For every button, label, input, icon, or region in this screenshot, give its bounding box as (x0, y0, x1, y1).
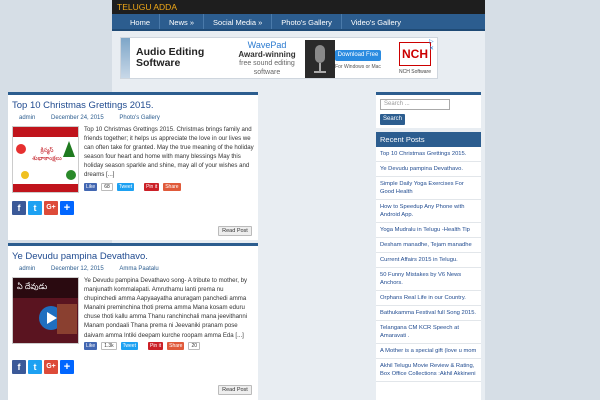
ad-banner[interactable] (120, 37, 438, 79)
post-date: December 12, 2015 (51, 266, 104, 272)
recent-posts-list (376, 147, 481, 382)
search-button[interactable]: Search (380, 114, 405, 125)
like-count: 68 (101, 183, 113, 191)
ad-tagline-2: free sound editing software (239, 60, 295, 76)
chevron-right-icon: » (258, 18, 263, 27)
recent-post-link[interactable]: Top 10 Christmas Grettings 2015. (376, 147, 481, 162)
share-buttons (84, 183, 181, 191)
post-meta (19, 266, 173, 272)
like-label: Like (86, 184, 96, 190)
pin-it-button[interactable] (144, 183, 159, 191)
pin-label: Pin it (149, 343, 162, 349)
nav-label: Home (130, 18, 151, 27)
nch-logo: NCH (399, 42, 431, 66)
nav-label: Video's Gallery (350, 18, 401, 27)
ad-company: NCH Software (399, 69, 431, 75)
post-author[interactable]: admin (19, 266, 36, 272)
share-label: Share (165, 184, 179, 190)
nav-label: Social Media (213, 18, 256, 27)
thumbnail-caption: ఏ దేవుడు (17, 282, 48, 291)
chevron-right-icon: » (189, 18, 195, 27)
post-author[interactable]: admin (19, 115, 36, 121)
recent-post-link[interactable]: Orphans Real Life in our Country. (376, 291, 481, 306)
nav-item-news[interactable] (160, 14, 204, 29)
nav-item-photos-gallery[interactable] (272, 14, 342, 29)
recent-post-link[interactable]: Bathukamma Festival full Song 2015. (376, 306, 481, 321)
search-input[interactable]: Search ... (380, 99, 450, 110)
like-label: Like (86, 343, 96, 349)
nav-item-social-media[interactable] (204, 14, 272, 29)
ad-area (112, 31, 485, 87)
pin-label: Pin it (146, 184, 158, 190)
tweet-button[interactable] (117, 183, 134, 191)
post-card (8, 92, 258, 240)
addthis-icon[interactable]: + (60, 360, 74, 374)
recent-posts-title: Recent Posts (376, 132, 481, 147)
share-button[interactable] (167, 342, 184, 350)
share-buttons (84, 342, 200, 350)
nav-item-home[interactable] (112, 14, 160, 29)
recent-post-link[interactable]: 50 Funny Mistakes by V6 News Anchors. (376, 268, 481, 291)
recent-post-link[interactable]: Yoga Mudralu in Telugu -Health Tip (376, 223, 481, 238)
ad-title: Audio Editing Software (136, 46, 205, 69)
share-count: 20 (188, 342, 200, 350)
thumbnail-caption: క్రిస్మస్ శుభాకాంక్షలు (32, 148, 62, 162)
share-label: Share (169, 343, 183, 349)
main-nav (112, 14, 485, 31)
tweet-label: Tweet (122, 343, 136, 349)
recent-post-link[interactable]: Ye Devudu pampina Devathavo. (376, 162, 481, 177)
search-widget (376, 92, 481, 128)
ad-brand: WavePad (247, 40, 287, 50)
recent-post-link[interactable]: Simple Daily Yoga Exercises For Good Health (376, 177, 481, 200)
download-button[interactable]: Download Free (335, 50, 381, 61)
tweet-label: Tweet (118, 184, 133, 190)
social-icons (12, 201, 74, 215)
google-plus-icon[interactable]: G+ (44, 360, 58, 374)
post-meta (19, 115, 174, 121)
read-post-button[interactable]: Read Post (218, 385, 252, 395)
post-category[interactable]: Photo's Gallery (119, 115, 160, 121)
post-thumbnail[interactable] (12, 126, 79, 193)
recent-post-link[interactable]: Desham manadhe, Tejam manadhe (376, 238, 481, 253)
addthis-icon[interactable]: + (60, 201, 74, 215)
tweet-button[interactable] (121, 342, 138, 350)
recent-post-link[interactable]: Telangana CM KCR Speech at Amaravati . (376, 321, 481, 344)
twitter-icon[interactable]: t (28, 360, 42, 374)
post-date: December 24, 2015 (51, 115, 104, 121)
post-card (8, 243, 258, 400)
post-title[interactable]: Top 10 Christmas Grettings 2015. (12, 100, 154, 111)
nav-label: News (169, 18, 188, 27)
pin-it-button[interactable] (148, 342, 163, 350)
facebook-like-button[interactable] (84, 342, 97, 350)
recent-post-link[interactable]: Current Affairs 2015 in Telugu. (376, 253, 481, 268)
post-excerpt: Top 10 Christmas Grettings 2015. Christmas brings family and friends together; it helps us appreciate the love in our lives we can often take for granted. May the true meaning of the holiday season four heart and home with many blessings May this holiday season sparkle and shine, may all of your wishes and dreams [...] (84, 126, 254, 179)
post-thumbnail[interactable] (12, 277, 79, 344)
recent-posts-widget (376, 132, 481, 400)
like-count: 1.3k (101, 342, 116, 350)
ad-platforms: For Windows or Mac (335, 64, 381, 70)
facebook-like-button[interactable] (84, 183, 97, 191)
nav-item-videos-gallery[interactable] (342, 14, 410, 29)
microphone-icon (305, 40, 335, 78)
recent-post-link[interactable]: How to Speedup Any Phone with Android App. (376, 200, 481, 223)
ad-photo (121, 38, 130, 78)
recent-post-link[interactable]: Akhil Telugu Movie Review & Rating, Box Office Collections :Akhil Akkineni (376, 359, 481, 382)
post-category[interactable]: Amma Paatalu (119, 266, 159, 272)
post-title[interactable]: Ye Devudu pampina Devathavo. (12, 251, 148, 262)
ad-description (229, 41, 305, 77)
adchoices-icon[interactable]: ▷ ✕ (429, 39, 435, 52)
read-post-button[interactable]: Read Post (218, 226, 252, 236)
share-button[interactable] (163, 183, 180, 191)
site-title[interactable]: TELUGU ADDA (117, 2, 177, 12)
recent-post-link[interactable]: A Mother is a special gift (love u mom (376, 344, 481, 359)
ad-tagline: Award-winning (238, 50, 296, 59)
facebook-icon[interactable]: f (12, 360, 26, 374)
nav-label: Photo's Gallery (281, 18, 332, 27)
top-bar (112, 0, 485, 14)
facebook-icon[interactable]: f (12, 201, 26, 215)
twitter-icon[interactable]: t (28, 201, 42, 215)
social-icons (12, 360, 74, 374)
post-excerpt: Ye Devudu pampina Devathavo song- A tribute to mother, by manjunath kommalapati. Amruthamu lanti prema nu chupinchedi amma Aapyaayatha anuragam panchedi amma Manalni preminchina thoti prema amma Mana kosam eduru chuse thoti kallu amma Thanu ranchinchali mana jeevithanni Manam pondaali Thana prema ni Jeevaniki pranam pose daivam amma Intiki deepam kurche roopam amma Eda [...] (84, 277, 248, 339)
google-plus-icon[interactable]: G+ (44, 201, 58, 215)
